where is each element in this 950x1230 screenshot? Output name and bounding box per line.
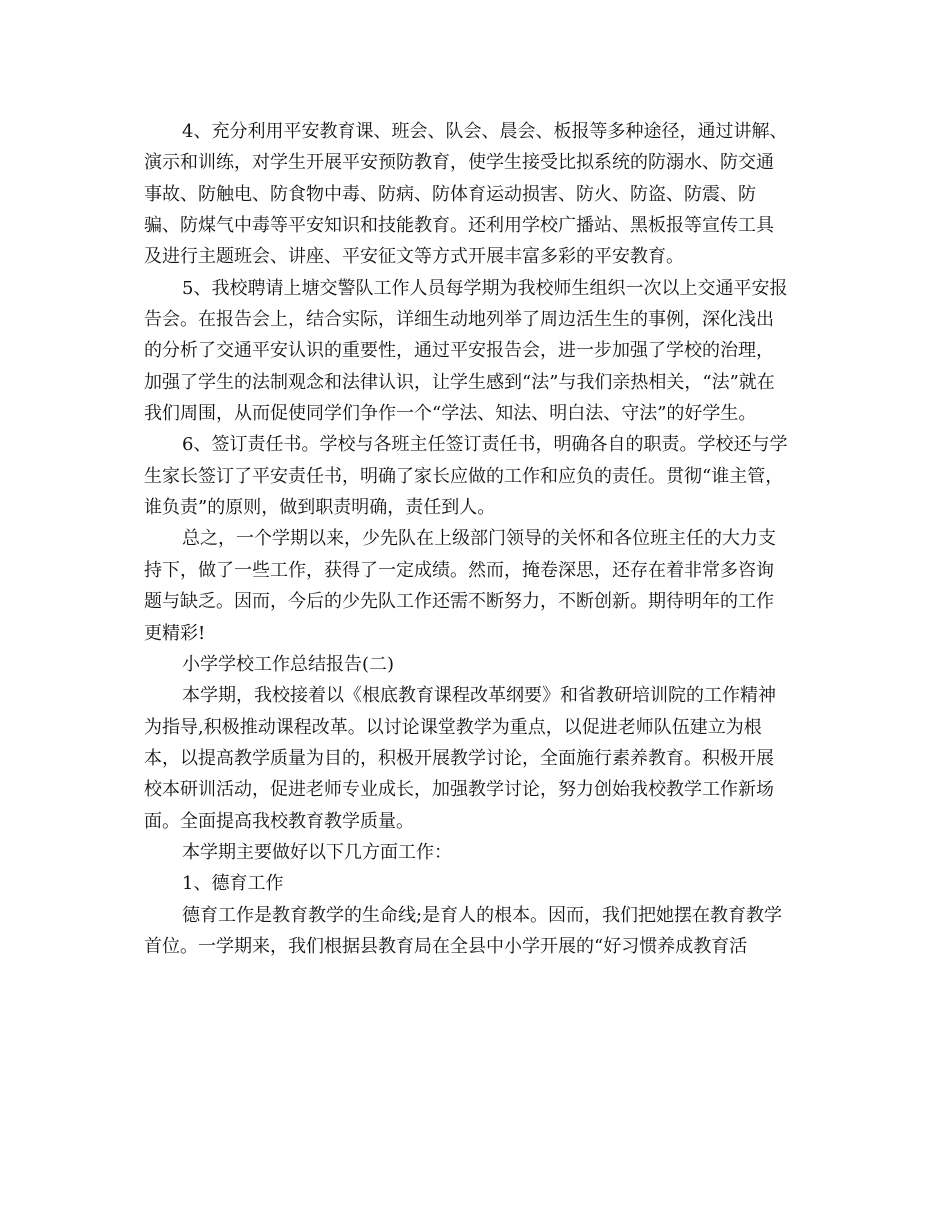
text-line: 演示和训练，对学生开展平安预防教育，使学生接受比拟系统的防溺水、防交通: [144, 152, 774, 174]
text-line: 骗、防煤气中毒等平安知识和技能教育。还利用学校广播站、黑板报等宣传工具: [144, 215, 774, 237]
text-line: 面。全面提高我校教育教学质量。: [144, 810, 414, 832]
text-line: 加强了学生的法制观念和法律认识，让学生感到“法”与我们亲热相关，“法”就在: [144, 371, 775, 393]
text-line: 更精彩!: [144, 622, 206, 644]
text-line: 本学期主要做好以下几方面工作：: [182, 841, 452, 863]
text-line: 题与缺乏。因而，今后的少先队工作还需不断努力，不断创新。期待明年的工作: [144, 591, 774, 613]
text-line: 5、我校聘请上塘交警队工作人员每学期为我校师生组织一次以上交通平安报: [182, 277, 788, 299]
text-line: 德育工作是教育教学的生命线;是育人的根本。因而，我们把她摆在教育教学: [182, 904, 783, 926]
text-line: 总之，一个学期以来，少先队在上级部门领导的关怀和各位班主任的大力支: [182, 528, 776, 550]
document-body: [144, 116, 808, 962]
text-line: 6、签订责任书。学校与各班主任签订责任书，明确各自的职责。学校还与学: [182, 434, 788, 456]
text-line: 4、充分利用平安教育课、班会、队会、晨会、板报等多种途径，通过讲解、: [182, 121, 788, 142]
text-line: 生家长签订了平安责任书，明确了家长应做的工作和应负的责任。贯彻“谁主管，: [144, 465, 784, 487]
text-line: 我们周围，从而促使同学们争作一个“学法、知法、明白法、守法”的好学生。: [144, 403, 757, 425]
text-line: 持下，做了一些工作，获得了一定成绩。然而，掩卷深思，还存在着非常多咨询: [144, 559, 774, 581]
text-line: 谁负责”的原则，做到职责明确，责任到人。: [144, 497, 496, 519]
text-line: 校本研训活动，促进老师专业成长，加强教学讨论，努力创始我校教学工作新场: [144, 779, 774, 801]
text-line: 告会。在报告会上，结合实际，详细生动地列举了周边活生生的事例，深化浅出: [144, 309, 774, 331]
text-line: 本学期，我校接着以《根底教育课程改革纲要》和省教研培训院的工作精神: [182, 685, 776, 707]
text-line: 及进行主题班会、讲座、平安征文等方式开展丰富多彩的平安教育。: [144, 246, 684, 268]
text-line: 事故、防触电、防食物中毒、防病、防体育运动损害、防火、防盗、防震、防: [144, 183, 756, 205]
text-line: 小学学校工作总结报告(二): [182, 653, 395, 675]
text-line: 首位。一学期来，我们根据县教育局在全县中小学开展的“好习惯养成教育活: [144, 935, 748, 957]
text-line: 本，以提高教学质量为目的，积极开展教学讨论，全面施行素养教育。积极开展: [144, 747, 774, 769]
text-line: 的分析了交通平安认识的重要性，通过平安报告会，进一步加强了学校的治理，: [144, 340, 774, 362]
text-line: 1、德育工作: [182, 873, 284, 895]
text-line: 为指导,积极推动课程改革。以讨论课堂教学为重点，以促进老师队伍建立为根: [144, 716, 762, 738]
